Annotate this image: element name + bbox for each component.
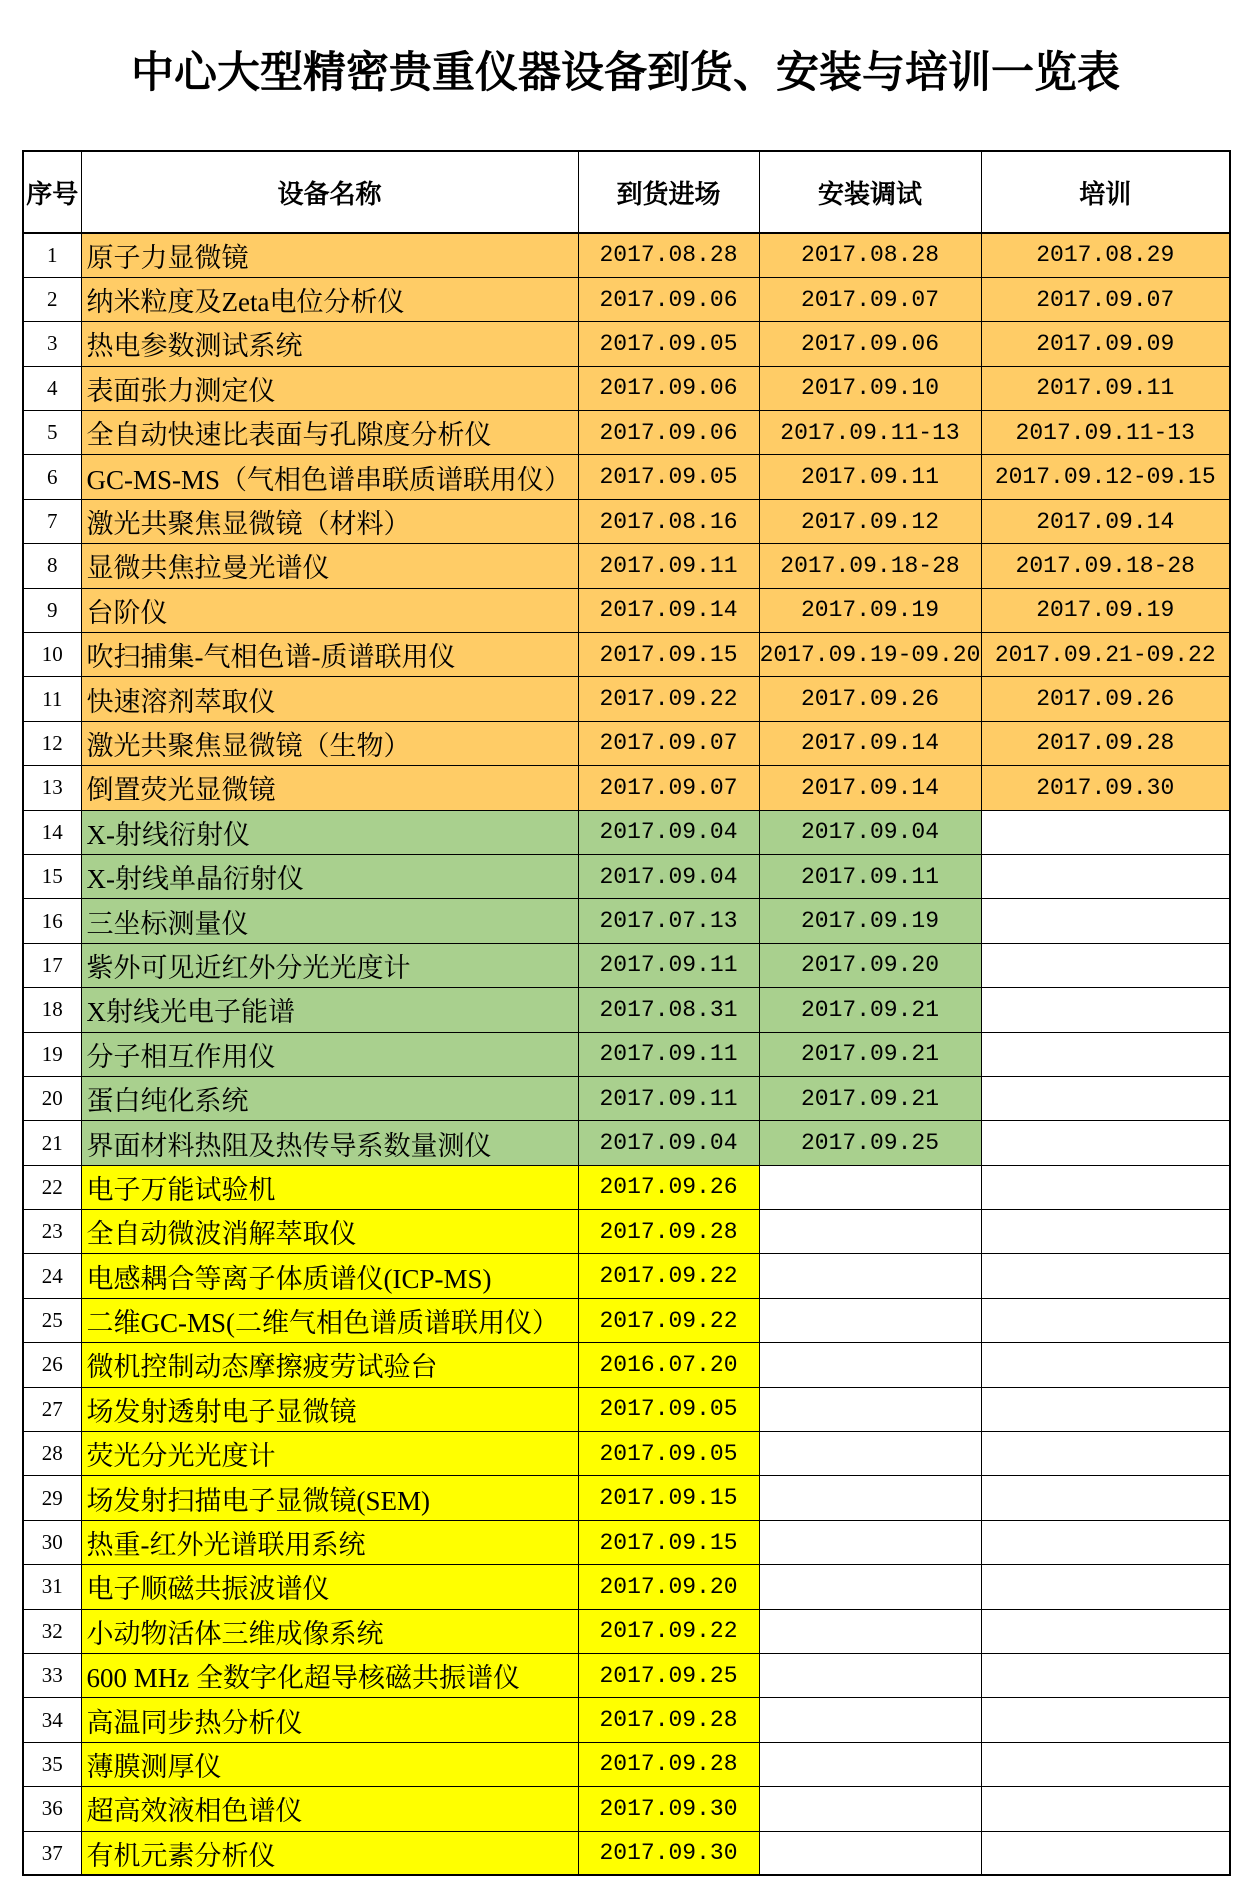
cell-seq: 27 bbox=[23, 1387, 81, 1431]
cell-training-date bbox=[981, 1121, 1230, 1165]
cell-installation-date bbox=[759, 1831, 981, 1875]
cell-installation-date bbox=[759, 1254, 981, 1298]
cell-training-date bbox=[981, 1254, 1230, 1298]
cell-installation-date bbox=[759, 1165, 981, 1209]
cell-arrival-date: 2017.09.04 bbox=[578, 854, 759, 898]
table-row bbox=[23, 1165, 1230, 1209]
cell-training-date bbox=[981, 1831, 1230, 1875]
cell-equipment-name: 场发射透射电子显微镜 bbox=[81, 1387, 578, 1431]
cell-equipment-name: 台阶仪 bbox=[81, 588, 578, 632]
table-header bbox=[23, 151, 1230, 233]
cell-equipment-name: 全自动微波消解萃取仪 bbox=[81, 1210, 578, 1254]
cell-equipment-name: 电感耦合等离子体质谱仪(ICP-MS) bbox=[81, 1254, 578, 1298]
cell-installation-date: 2017.09.07 bbox=[759, 277, 981, 321]
table-body bbox=[23, 233, 1230, 1875]
cell-arrival-date: 2016.07.20 bbox=[578, 1343, 759, 1387]
cell-seq: 18 bbox=[23, 988, 81, 1032]
cell-equipment-name: 微机控制动态摩擦疲劳试验台 bbox=[81, 1343, 578, 1387]
header-installation: 安装调试 bbox=[759, 151, 981, 233]
cell-installation-date: 2017.09.21 bbox=[759, 1076, 981, 1120]
cell-arrival-date: 2017.09.04 bbox=[578, 810, 759, 854]
cell-arrival-date: 2017.09.11 bbox=[578, 943, 759, 987]
cell-equipment-name: 激光共聚焦显微镜（生物） bbox=[81, 721, 578, 765]
cell-training-date: 2017.09.30 bbox=[981, 766, 1230, 810]
table-row bbox=[23, 1520, 1230, 1564]
table-row bbox=[23, 633, 1230, 677]
cell-seq: 21 bbox=[23, 1121, 81, 1165]
cell-training-date: 2017.09.14 bbox=[981, 499, 1230, 543]
table-row bbox=[23, 1210, 1230, 1254]
cell-installation-date: 2017.09.14 bbox=[759, 766, 981, 810]
cell-seq: 15 bbox=[23, 854, 81, 898]
cell-arrival-date: 2017.09.06 bbox=[578, 411, 759, 455]
cell-training-date: 2017.09.09 bbox=[981, 322, 1230, 366]
cell-training-date bbox=[981, 1698, 1230, 1742]
cell-equipment-name: X射线光电子能谱 bbox=[81, 988, 578, 1032]
cell-installation-date bbox=[759, 1476, 981, 1520]
cell-training-date bbox=[981, 1476, 1230, 1520]
cell-equipment-name: 蛋白纯化系统 bbox=[81, 1076, 578, 1120]
cell-seq: 4 bbox=[23, 366, 81, 410]
cell-seq: 35 bbox=[23, 1742, 81, 1786]
table-row bbox=[23, 411, 1230, 455]
cell-arrival-date: 2017.09.06 bbox=[578, 277, 759, 321]
cell-installation-date: 2017.09.19 bbox=[759, 588, 981, 632]
cell-installation-date bbox=[759, 1654, 981, 1698]
cell-training-date bbox=[981, 943, 1230, 987]
cell-arrival-date: 2017.09.15 bbox=[578, 1520, 759, 1564]
cell-arrival-date: 2017.09.30 bbox=[578, 1831, 759, 1875]
cell-equipment-name: 倒置荧光显微镜 bbox=[81, 766, 578, 810]
cell-seq: 24 bbox=[23, 1254, 81, 1298]
cell-training-date bbox=[981, 1787, 1230, 1831]
cell-arrival-date: 2017.09.05 bbox=[578, 455, 759, 499]
cell-seq: 6 bbox=[23, 455, 81, 499]
cell-seq: 34 bbox=[23, 1698, 81, 1742]
cell-arrival-date: 2017.09.25 bbox=[578, 1654, 759, 1698]
cell-equipment-name: 紫外可见近红外分光光度计 bbox=[81, 943, 578, 987]
cell-seq: 37 bbox=[23, 1831, 81, 1875]
table-row bbox=[23, 1565, 1230, 1609]
cell-training-date bbox=[981, 1032, 1230, 1076]
table-row bbox=[23, 1476, 1230, 1520]
cell-arrival-date: 2017.09.07 bbox=[578, 766, 759, 810]
table-row bbox=[23, 455, 1230, 499]
cell-seq: 25 bbox=[23, 1298, 81, 1342]
cell-arrival-date: 2017.09.28 bbox=[578, 1210, 759, 1254]
equipment-schedule-table bbox=[22, 150, 1231, 1876]
cell-training-date: 2017.09.11 bbox=[981, 366, 1230, 410]
table-row bbox=[23, 1698, 1230, 1742]
cell-seq: 33 bbox=[23, 1654, 81, 1698]
cell-installation-date bbox=[759, 1565, 981, 1609]
cell-installation-date bbox=[759, 1432, 981, 1476]
cell-seq: 19 bbox=[23, 1032, 81, 1076]
cell-installation-date: 2017.09.04 bbox=[759, 810, 981, 854]
cell-installation-date: 2017.08.28 bbox=[759, 233, 981, 277]
table-row bbox=[23, 1387, 1230, 1431]
cell-training-date: 2017.08.29 bbox=[981, 233, 1230, 277]
cell-arrival-date: 2017.09.28 bbox=[578, 1742, 759, 1786]
cell-seq: 8 bbox=[23, 544, 81, 588]
cell-training-date bbox=[981, 1432, 1230, 1476]
cell-seq: 5 bbox=[23, 411, 81, 455]
cell-seq: 26 bbox=[23, 1343, 81, 1387]
cell-seq: 2 bbox=[23, 277, 81, 321]
table-row bbox=[23, 1076, 1230, 1120]
cell-arrival-date: 2017.07.13 bbox=[578, 899, 759, 943]
cell-installation-date bbox=[759, 1520, 981, 1564]
table-row bbox=[23, 899, 1230, 943]
cell-installation-date bbox=[759, 1787, 981, 1831]
cell-arrival-date: 2017.08.28 bbox=[578, 233, 759, 277]
cell-arrival-date: 2017.09.05 bbox=[578, 1432, 759, 1476]
cell-arrival-date: 2017.09.11 bbox=[578, 544, 759, 588]
cell-equipment-name: 电子顺磁共振波谱仪 bbox=[81, 1565, 578, 1609]
cell-installation-date bbox=[759, 1210, 981, 1254]
cell-arrival-date: 2017.09.28 bbox=[578, 1698, 759, 1742]
cell-training-date bbox=[981, 1343, 1230, 1387]
cell-training-date bbox=[981, 854, 1230, 898]
table-row bbox=[23, 766, 1230, 810]
cell-training-date: 2017.09.28 bbox=[981, 721, 1230, 765]
cell-training-date bbox=[981, 1654, 1230, 1698]
cell-equipment-name: 荧光分光光度计 bbox=[81, 1432, 578, 1476]
cell-arrival-date: 2017.09.22 bbox=[578, 1298, 759, 1342]
table-row bbox=[23, 1343, 1230, 1387]
cell-training-date bbox=[981, 899, 1230, 943]
cell-seq: 12 bbox=[23, 721, 81, 765]
cell-seq: 29 bbox=[23, 1476, 81, 1520]
page-title: 中心大型精密贵重仪器设备到货、安装与培训一览表 bbox=[131, 49, 1120, 97]
cell-arrival-date: 2017.09.11 bbox=[578, 1032, 759, 1076]
cell-equipment-name: 三坐标测量仪 bbox=[81, 899, 578, 943]
cell-training-date: 2017.09.18-28 bbox=[981, 544, 1230, 588]
header-seq: 序号 bbox=[23, 151, 81, 233]
cell-training-date bbox=[981, 1298, 1230, 1342]
cell-equipment-name: 二维GC-MS(二维气相色谱质谱联用仪） bbox=[81, 1298, 578, 1342]
table-row bbox=[23, 721, 1230, 765]
cell-equipment-name: 高温同步热分析仪 bbox=[81, 1698, 578, 1742]
cell-seq: 9 bbox=[23, 588, 81, 632]
cell-installation-date: 2017.09.19 bbox=[759, 899, 981, 943]
cell-equipment-name: X-射线衍射仪 bbox=[81, 810, 578, 854]
table-row bbox=[23, 810, 1230, 854]
cell-installation-date bbox=[759, 1609, 981, 1653]
table-row bbox=[23, 499, 1230, 543]
table-row bbox=[23, 943, 1230, 987]
cell-arrival-date: 2017.09.20 bbox=[578, 1565, 759, 1609]
cell-arrival-date: 2017.09.15 bbox=[578, 1476, 759, 1520]
table-row bbox=[23, 1298, 1230, 1342]
cell-arrival-date: 2017.08.16 bbox=[578, 499, 759, 543]
cell-arrival-date: 2017.09.22 bbox=[578, 1254, 759, 1298]
table-row bbox=[23, 988, 1230, 1032]
cell-equipment-name: 分子相互作用仪 bbox=[81, 1032, 578, 1076]
cell-installation-date: 2017.09.21 bbox=[759, 988, 981, 1032]
cell-arrival-date: 2017.09.04 bbox=[578, 1121, 759, 1165]
cell-seq: 1 bbox=[23, 233, 81, 277]
cell-training-date bbox=[981, 1609, 1230, 1653]
cell-seq: 3 bbox=[23, 322, 81, 366]
cell-seq: 17 bbox=[23, 943, 81, 987]
cell-installation-date: 2017.09.11-13 bbox=[759, 411, 981, 455]
cell-arrival-date: 2017.09.05 bbox=[578, 1387, 759, 1431]
cell-installation-date: 2017.09.11 bbox=[759, 854, 981, 898]
cell-arrival-date: 2017.08.31 bbox=[578, 988, 759, 1032]
cell-installation-date: 2017.09.11 bbox=[759, 455, 981, 499]
cell-seq: 14 bbox=[23, 810, 81, 854]
cell-equipment-name: 界面材料热阻及热传导系数量测仪 bbox=[81, 1121, 578, 1165]
cell-seq: 16 bbox=[23, 899, 81, 943]
cell-training-date: 2017.09.12-09.15 bbox=[981, 455, 1230, 499]
cell-installation-date bbox=[759, 1698, 981, 1742]
table-row bbox=[23, 1032, 1230, 1076]
table-row bbox=[23, 1432, 1230, 1476]
cell-arrival-date: 2017.09.26 bbox=[578, 1165, 759, 1209]
cell-training-date bbox=[981, 810, 1230, 854]
cell-installation-date: 2017.09.10 bbox=[759, 366, 981, 410]
cell-installation-date: 2017.09.06 bbox=[759, 322, 981, 366]
cell-training-date bbox=[981, 1165, 1230, 1209]
cell-training-date: 2017.09.26 bbox=[981, 677, 1230, 721]
cell-equipment-name: 小动物活体三维成像系统 bbox=[81, 1609, 578, 1653]
cell-installation-date: 2017.09.18-28 bbox=[759, 544, 981, 588]
header-equipment-name: 设备名称 bbox=[81, 151, 578, 233]
header-arrival: 到货进场 bbox=[578, 151, 759, 233]
cell-seq: 20 bbox=[23, 1076, 81, 1120]
cell-equipment-name: GC-MS-MS（气相色谱串联质谱联用仪） bbox=[81, 455, 578, 499]
cell-equipment-name: 热电参数测试系统 bbox=[81, 322, 578, 366]
cell-training-date: 2017.09.11-13 bbox=[981, 411, 1230, 455]
table-row bbox=[23, 1742, 1230, 1786]
table-row bbox=[23, 588, 1230, 632]
cell-equipment-name: 电子万能试验机 bbox=[81, 1165, 578, 1209]
cell-training-date bbox=[981, 1210, 1230, 1254]
header-training: 培训 bbox=[981, 151, 1230, 233]
cell-equipment-name: 纳米粒度及Zeta电位分析仪 bbox=[81, 277, 578, 321]
cell-training-date: 2017.09.19 bbox=[981, 588, 1230, 632]
cell-installation-date: 2017.09.14 bbox=[759, 721, 981, 765]
cell-training-date bbox=[981, 1742, 1230, 1786]
table-row bbox=[23, 233, 1230, 277]
cell-training-date bbox=[981, 1076, 1230, 1120]
cell-installation-date: 2017.09.21 bbox=[759, 1032, 981, 1076]
cell-equipment-name: 全自动快速比表面与孔隙度分析仪 bbox=[81, 411, 578, 455]
cell-seq: 7 bbox=[23, 499, 81, 543]
cell-seq: 31 bbox=[23, 1565, 81, 1609]
cell-seq: 11 bbox=[23, 677, 81, 721]
table-row bbox=[23, 322, 1230, 366]
cell-equipment-name: 薄膜测厚仪 bbox=[81, 1742, 578, 1786]
cell-equipment-name: X-射线单晶衍射仪 bbox=[81, 854, 578, 898]
table-row bbox=[23, 1654, 1230, 1698]
table-row bbox=[23, 544, 1230, 588]
cell-installation-date bbox=[759, 1298, 981, 1342]
cell-training-date: 2017.09.07 bbox=[981, 277, 1230, 321]
cell-seq: 22 bbox=[23, 1165, 81, 1209]
table-row bbox=[23, 366, 1230, 410]
table-row bbox=[23, 1121, 1230, 1165]
cell-arrival-date: 2017.09.11 bbox=[578, 1076, 759, 1120]
cell-arrival-date: 2017.09.14 bbox=[578, 588, 759, 632]
cell-arrival-date: 2017.09.22 bbox=[578, 677, 759, 721]
cell-equipment-name: 表面张力测定仪 bbox=[81, 366, 578, 410]
cell-equipment-name: 激光共聚焦显微镜（材料） bbox=[81, 499, 578, 543]
cell-arrival-date: 2017.09.15 bbox=[578, 633, 759, 677]
cell-installation-date: 2017.09.26 bbox=[759, 677, 981, 721]
cell-arrival-date: 2017.09.06 bbox=[578, 366, 759, 410]
cell-equipment-name: 600 MHz 全数字化超导核磁共振谱仪 bbox=[81, 1654, 578, 1698]
cell-equipment-name: 超高效液相色谱仪 bbox=[81, 1787, 578, 1831]
cell-equipment-name: 有机元素分析仪 bbox=[81, 1831, 578, 1875]
cell-training-date bbox=[981, 1565, 1230, 1609]
cell-seq: 23 bbox=[23, 1210, 81, 1254]
table-row bbox=[23, 277, 1230, 321]
cell-seq: 30 bbox=[23, 1520, 81, 1564]
cell-seq: 28 bbox=[23, 1432, 81, 1476]
cell-training-date bbox=[981, 988, 1230, 1032]
table-row bbox=[23, 1254, 1230, 1298]
cell-equipment-name: 显微共焦拉曼光谱仪 bbox=[81, 544, 578, 588]
table-row bbox=[23, 677, 1230, 721]
cell-installation-date: 2017.09.12 bbox=[759, 499, 981, 543]
cell-seq: 36 bbox=[23, 1787, 81, 1831]
cell-installation-date bbox=[759, 1343, 981, 1387]
cell-installation-date bbox=[759, 1742, 981, 1786]
cell-equipment-name: 吹扫捕集-气相色谱-质谱联用仪 bbox=[81, 633, 578, 677]
table-row bbox=[23, 1831, 1230, 1875]
cell-training-date bbox=[981, 1520, 1230, 1564]
cell-installation-date: 2017.09.20 bbox=[759, 943, 981, 987]
cell-seq: 32 bbox=[23, 1609, 81, 1653]
cell-equipment-name: 热重-红外光谱联用系统 bbox=[81, 1520, 578, 1564]
cell-arrival-date: 2017.09.07 bbox=[578, 721, 759, 765]
cell-arrival-date: 2017.09.05 bbox=[578, 322, 759, 366]
cell-installation-date: 2017.09.19-09.20 bbox=[759, 633, 981, 677]
cell-equipment-name: 场发射扫描电子显微镜(SEM) bbox=[81, 1476, 578, 1520]
table-header-row bbox=[23, 151, 1230, 233]
cell-training-date: 2017.09.21-09.22 bbox=[981, 633, 1230, 677]
cell-arrival-date: 2017.09.22 bbox=[578, 1609, 759, 1653]
cell-training-date bbox=[981, 1387, 1230, 1431]
cell-installation-date bbox=[759, 1387, 981, 1431]
cell-seq: 13 bbox=[23, 766, 81, 810]
cell-equipment-name: 原子力显微镜 bbox=[81, 233, 578, 277]
table-row bbox=[23, 1609, 1230, 1653]
cell-arrival-date: 2017.09.30 bbox=[578, 1787, 759, 1831]
table-row bbox=[23, 854, 1230, 898]
cell-equipment-name: 快速溶剂萃取仪 bbox=[81, 677, 578, 721]
cell-seq: 10 bbox=[23, 633, 81, 677]
cell-installation-date: 2017.09.25 bbox=[759, 1121, 981, 1165]
table-row bbox=[23, 1787, 1230, 1831]
